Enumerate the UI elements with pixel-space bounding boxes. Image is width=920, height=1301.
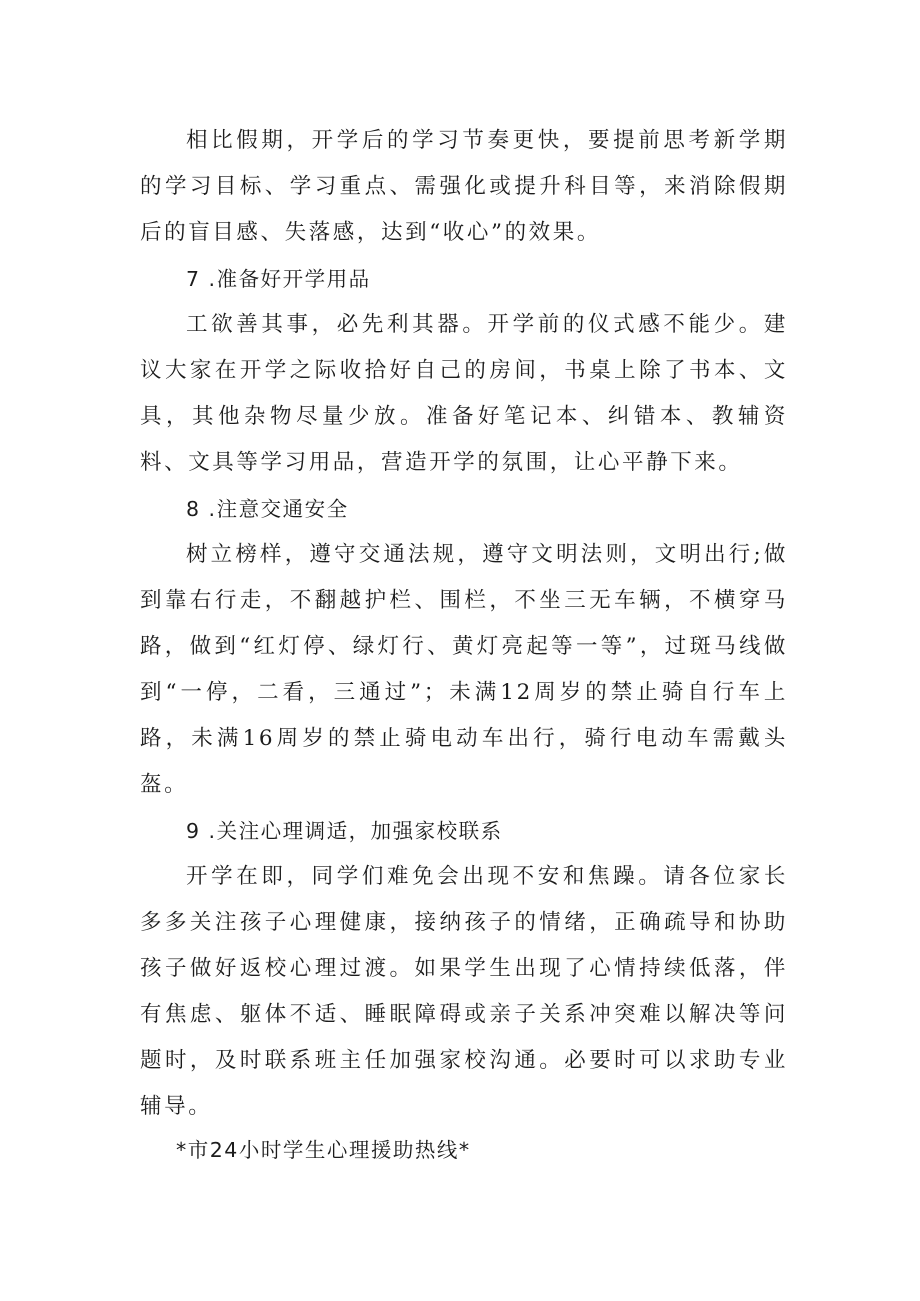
heading-traffic-safety: 8 .注意交通安全 [186, 497, 349, 521]
paragraph-mental-health: 开学在即，同学们难免会出现不安和焦躁。请各位家长多多关注孩子心理健康，接纳孩子的情绪，正确疏导和协助孩子做好返校心理过渡。如果学生出现了心情持续低落，伴有焦虑、躯体不适、睡眠障碍或亲子关系冲突难以解决等问题时，及时联系班主任加强家校沟通。必要时可以求助专业辅导。 [140, 864, 788, 1119]
paragraph-traffic-safety: 树立榜样，遵守交通法规，遵守文明法则，文明出行;做到靠右行走，不翻越护栏、围栏，不坐三无车辆，不横穿马路，做到“红灯停、绿灯行、黄灯亮起等一等”，过斑马线做到“一停，二看，三通过”；未满12周岁的禁止骑自行车上路，未满16周岁的禁止骑电动车出行，骑行电动车需戴头盔。 [140, 542, 788, 797]
document-body [140, 118, 788, 1170]
hotline-title: *市24小时学生心理援助热线* [176, 1138, 471, 1162]
paragraph-school-supplies: 工欲善其事，必先利其器。开学前的仪式感不能少。建议大家在开学之际收拾好自己的房间，书桌上除了书本、文具，其他杂物尽量少放。准备好笔记本、纠错本、教辅资料、文具等学习用品，营造开学的氛围，让心平静下来。 [140, 312, 788, 475]
heading-mental-health: 9 .关注心理调适，加强家校联系 [186, 819, 503, 843]
paragraph-study-goals: 相比假期，开学后的学习节奏更快，要提前思考新学期的学习目标、学习重点、需强化或提升科目等，来消除假期后的盲目感、失落感，达到“收心”的效果。 [140, 128, 788, 245]
heading-school-supplies: 7 .准备好开学用品 [186, 267, 371, 291]
